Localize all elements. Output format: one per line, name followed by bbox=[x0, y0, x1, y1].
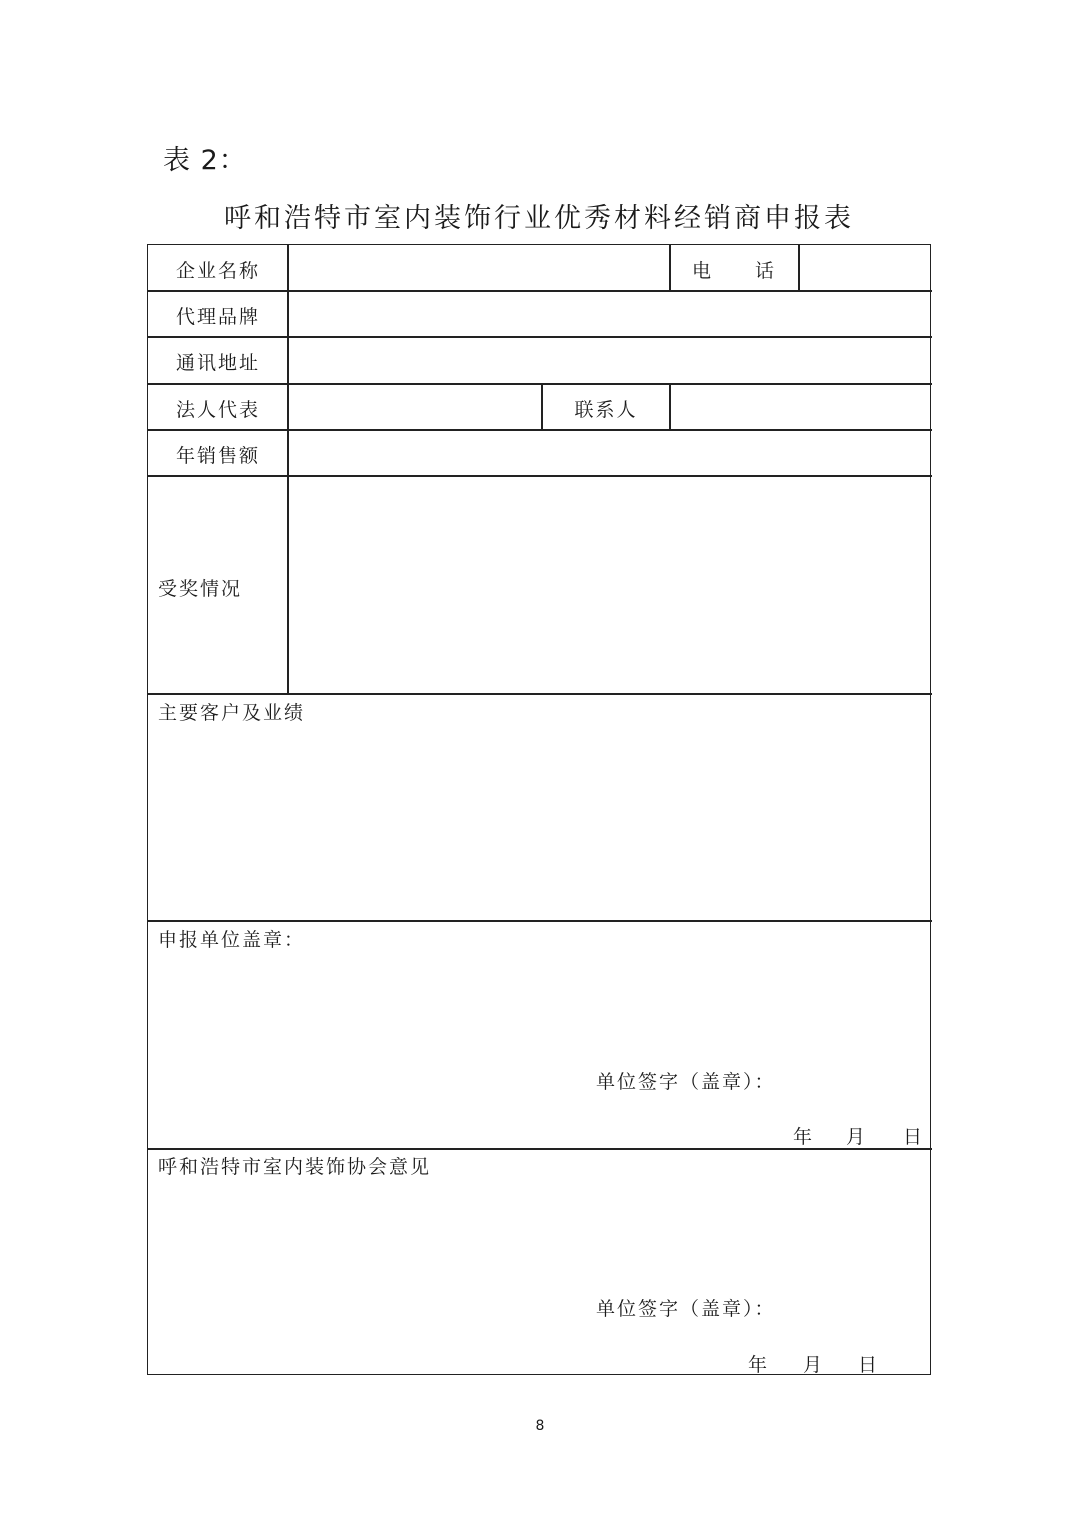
row-divider bbox=[148, 693, 932, 695]
legal-rep-label: 法人代表 bbox=[175, 399, 260, 421]
contact-label: 联系人 bbox=[574, 399, 638, 421]
association-date-month: 月 bbox=[803, 1354, 825, 1376]
address-label: 通讯地址 bbox=[175, 352, 260, 374]
seal-date-year: 年 bbox=[793, 1126, 815, 1148]
company-name-field[interactable] bbox=[289, 247, 669, 289]
awards-label: 受奖情况 bbox=[158, 578, 243, 600]
address-field[interactable] bbox=[289, 338, 930, 382]
seal-signature-label: 单位签字（盖章）： bbox=[596, 1071, 776, 1093]
contact-field[interactable] bbox=[671, 385, 930, 428]
brand-field[interactable] bbox=[289, 292, 930, 335]
annual-sales-field[interactable] bbox=[289, 431, 930, 474]
row-divider bbox=[148, 1148, 932, 1150]
clients-field[interactable] bbox=[150, 727, 930, 919]
phone-label: 电 话 bbox=[691, 260, 776, 282]
brand-label: 代理品牌 bbox=[175, 306, 260, 328]
phone-field[interactable] bbox=[800, 247, 930, 289]
company-name-label: 企业名称 bbox=[175, 260, 260, 282]
row-divider bbox=[148, 920, 932, 922]
association-signature-label: 单位签字（盖章）： bbox=[596, 1298, 776, 1320]
page-number: 8 bbox=[535, 1418, 545, 1434]
seal-section-label: 申报单位盖章： bbox=[158, 929, 306, 951]
seal-date-day: 日 bbox=[903, 1126, 925, 1148]
association-section-label: 呼和浩特市室内装饰协会意见 bbox=[158, 1156, 432, 1178]
application-form-table bbox=[147, 244, 931, 1375]
legal-rep-field[interactable] bbox=[289, 385, 540, 428]
sales-label: 年销售额 bbox=[175, 445, 260, 467]
table-label: 表 2： bbox=[163, 145, 247, 176]
clients-label: 主要客户及业绩 bbox=[158, 702, 306, 724]
association-date-year: 年 bbox=[748, 1354, 770, 1376]
seal-date-month: 月 bbox=[846, 1126, 868, 1148]
page-title: 呼和浩特市室内装饰行业优秀材料经销商申报表 bbox=[224, 203, 854, 234]
association-date-day: 日 bbox=[858, 1354, 880, 1376]
awards-field[interactable] bbox=[289, 477, 930, 692]
